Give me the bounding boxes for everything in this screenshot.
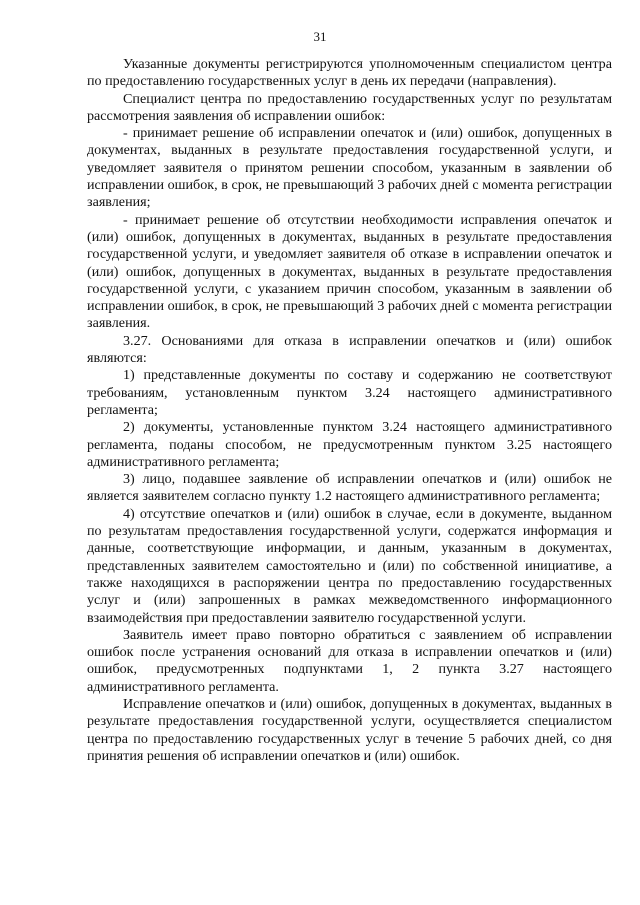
page-number: 31 — [313, 29, 327, 44]
paragraph-correction-term: Исправление опечатков и (или) ошибок, допущенных в документах, выданных в результате предоставления государственной услуги, осуществляется специалистом центра по предоставлению государственных услуг в течение 5 рабочих дней, со дня принятия решения об исправлении опечатков и (или) ошибок. — [87, 695, 612, 764]
paragraph-ground-4: 4) отсутствие опечатков и (или) ошибок в случае, если в документе, выданном по результатам предоставления государственной услуги, содержатся информация и данные, соответствующие информации, и данным, указанным в документах, представленных заявителем самостоятельно и (или) по собственной инициативе, а также находящихся в распоряжении центра по предоставлению государственных услуг и (или) запрошенных в рамках межведомственного информационного взаимодействия при предоставлении заявителю государственной услуги. — [87, 505, 612, 626]
paragraph-decision-correct: - принимает решение об исправлении опечаток и (или) ошибок, допущенных в документах, выданных в результате предоставления государственной услуги, и уведомляет заявителя о принятом решении способом, указанным в заявлении об исправлении ошибок, в срок, не превышающий 3 рабочих дней с момента регистрации заявления; — [87, 125, 612, 211]
document-body — [87, 56, 612, 765]
paragraph-specialist-review: Специалист центра по предоставлению государственных услуг по результатам рассмотрения заявления об исправлении ошибок: — [87, 90, 612, 124]
paragraph-repeat-application: Заявитель имеет право повторно обратиться с заявлением об исправлении ошибок после устранения оснований для отказа в исправлении опечатков и (или) ошибок, предусмотренных подпунктами 1, 2 пункта 3.27 настоящего административного регламента. — [87, 626, 612, 695]
paragraph-ground-3: 3) лицо, подавшее заявление об исправлении опечатков и (или) ошибок не является заявителем согласно пункту 1.2 настоящего административного регламента; — [87, 471, 612, 505]
paragraph-decision-refuse: - принимает решение об отсутствии необходимости исправления опечаток и (или) ошибок, допущенных в документах, выданных в результате предоставления государственной услуги, и уведомляет заявителя об отказе в исправлении опечаток и (или) ошибок, допущенных в документах, выданных в результате предоставления государственной услуги, с указанием причин способом, указанным в заявлении об исправлении ошибок, в срок, не превышающий 3 рабочих дней с момента регистрации заявления. — [87, 211, 612, 332]
paragraph-section-3-27: 3.27. Основаниями для отказа в исправлении опечатков и (или) ошибок являются: — [87, 332, 612, 367]
paragraph-ground-1: 1) представленные документы по составу и содержанию не соответствуют требованиям, установленным пунктом 3.24 настоящего административного регламента; — [87, 367, 612, 418]
paragraph-ground-2: 2) документы, установленные пунктом 3.24 настоящего административного регламента, поданы способом, не предусмотренным пунктом 3.25 настоящего административного регламента; — [87, 419, 612, 470]
paragraph-registration: Указанные документы регистрируются уполномоченным специалистом центра по предоставлению государственных услуг в день их передачи (направления). — [87, 56, 612, 90]
